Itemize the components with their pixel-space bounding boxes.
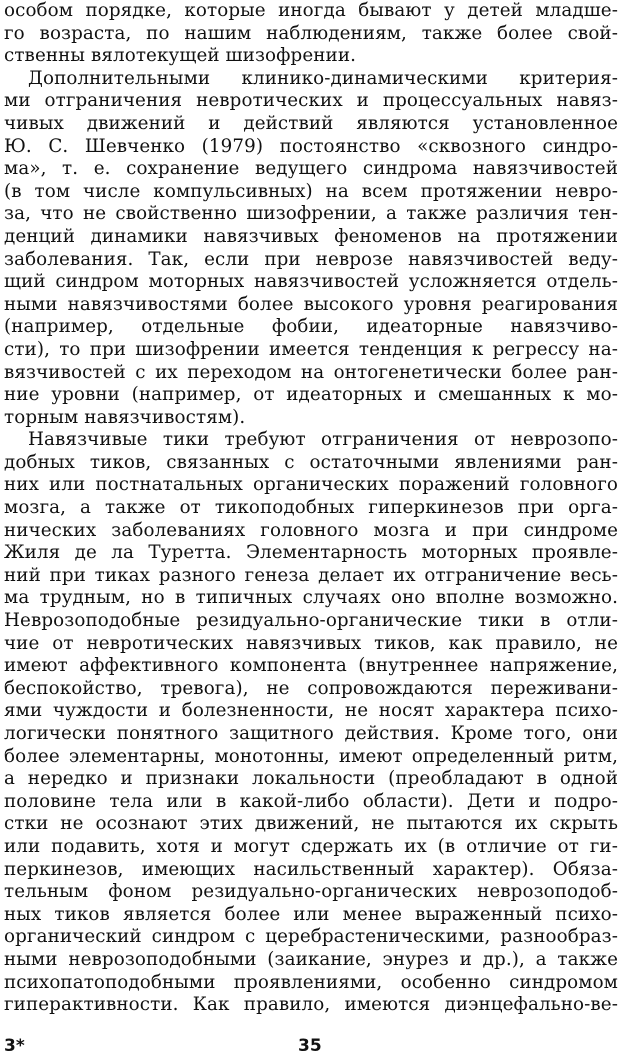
text-line: денций динамики навязчивых феноменов на протяжении: [4, 225, 618, 247]
text-line: ными навязчивостями более высокого уровня реагирования: [4, 293, 618, 315]
text-line: особом порядке, которые иногда бывают у детей младше-: [4, 0, 618, 21]
text-line: (в том числе компульсивных) на всем протяжении невро-: [4, 180, 618, 202]
text-line: стки не осознают этих движений, не пытаются их скрыть: [4, 813, 618, 835]
text-line: торным навязчивостям).: [4, 406, 246, 428]
text-line: заболевания. Так, если при неврозе навязчивостей веду-: [4, 248, 618, 270]
text-line: ми отграничения невротических и процессуальных навяз-: [4, 90, 618, 112]
text-line: ние уровни (например, от идеаторных и смешанных к мо-: [4, 384, 618, 406]
text-line: добных тиков, связанных с остаточными явлениями ран-: [4, 451, 618, 473]
signature-mark: 3*: [4, 1036, 25, 1056]
text-line: Навязчивые тики требуют отграничения от неврозопо-: [28, 429, 618, 451]
text-line: гиперактивности. Как правило, имеются диэнцефально-ве-: [4, 994, 618, 1016]
page-footer: [4, 1036, 618, 1060]
text-line: ний при тиках разного генеза делает их отграничение весь-: [4, 564, 618, 586]
body-text: [4, 0, 618, 1017]
text-line: чие от невротических навязчивых тиков, как правило, не: [4, 632, 618, 654]
text-line: ма», т. е. сохранение ведущего синдрома навязчивостей: [4, 158, 618, 180]
text-line: ных тиков является более или менее выраженный психо-: [4, 903, 618, 925]
text-line: чивых движений и действий являются установленное: [4, 112, 618, 134]
text-line: половине тела или в какой-либо области). Дети и подро-: [4, 790, 618, 812]
text-line: го возраста, по нашим наблюдениям, также более свой-: [4, 22, 618, 44]
text-line: за, что не свойственно шизофрении, а также различия тен-: [4, 203, 618, 225]
text-line: ственны вялотекущей шизофрении.: [4, 45, 357, 67]
text-line: щий синдром моторных навязчивостей усложняется отдель-: [4, 271, 618, 293]
text-line: ма трудным, но в типичных случаях оно вполне возможно.: [4, 587, 618, 609]
text-line: тельным фоном резидуально-органических неврозоподоб-: [4, 881, 618, 903]
text-line: Ю. С. Шевченко (1979) постоянство «сквозного синдро-: [4, 135, 618, 157]
text-line: ями чуждости и болезненности, не носят характера психо-: [4, 700, 618, 722]
text-line: перкинезов, имеющих насильственный характер). Обяза-: [4, 858, 618, 880]
text-line: вязчивостей с их переходом на онтогенетически более ран-: [4, 361, 618, 383]
text-line: Жиля де ла Туретта. Элементарность моторных проявле-: [4, 542, 618, 564]
text-line: мозга, а также от тикоподобных гиперкинезов при орга-: [4, 497, 618, 519]
text-line: Неврозоподобные резидуально-органические тики в отли-: [4, 610, 618, 632]
text-line: логически понятного защитного действия. Кроме того, они: [4, 723, 618, 744]
text-line: более элементарны, монотонны, имеют определенный ритм,: [4, 745, 618, 767]
text-line: органический синдром с церебрастеническими, разнообраз-: [4, 926, 618, 948]
text-line: беспокойство, тревога), не сопровождаются переживани-: [4, 677, 618, 699]
text-line: а нередко и признаки локальности (преобладают в одной: [4, 768, 618, 790]
text-line: или подавить, хотя и могут сдержать их (в отличие от ги-: [4, 835, 618, 857]
text-line: (например, отдельные фобии, идеаторные навязчиво-: [4, 316, 618, 338]
text-line: Дополнительными клинико-динамическими критерия-: [28, 67, 618, 89]
text-line: имеют аффективного компонента (внутреннее напряжение,: [4, 655, 618, 677]
text-line: нических заболеваниях головного мозга и при синдроме: [4, 519, 618, 541]
text-line: ными неврозоподобными (заикание, энурез и др.), а также: [4, 948, 618, 970]
page-number: 35: [298, 1036, 322, 1056]
text-line: них или постнатальных органических поражений головного: [4, 474, 618, 496]
text-line: психопатоподобными проявлениями, особенно синдромом: [4, 971, 618, 993]
text-line: сти), то при шизофрении имеется тенденция к регрессу на-: [4, 338, 618, 360]
